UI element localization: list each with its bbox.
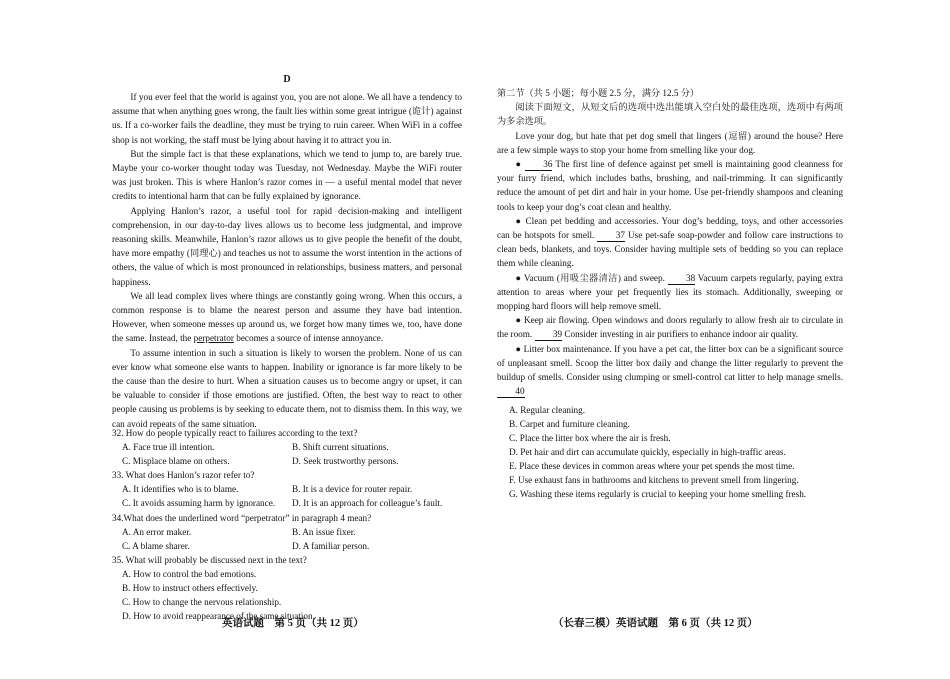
questions-32-34 [112, 426, 462, 623]
blank-38[interactable]: 38 [668, 273, 696, 285]
option-a: A. It identifies who is to blame. [122, 484, 239, 495]
option-f: F. Use exhaust fans in bathrooms and kitchens to prevent smell from lingering. [509, 475, 799, 485]
right-page [475, 0, 950, 679]
item-40: ● Litter box maintenance. If you have a pet cat, the litter box can be a significant source of unpleasant smell. Scoop the litter box daily and change the litter regularly to prevent the buildup of smells. Consider using clumping or smell-control cat litter to help manage smells. 40 [497, 343, 843, 397]
option-d: D. Seek trustworthy persons. [292, 456, 399, 467]
passage-paragraph-1: If you ever feel that the world is against you, you are not alone. We all have a tendency to assume that when anything goes wrong, the fault lies within some great intrigue (诡计) against us. If a co-worker fails the deadline, they must be trying to ruin career. When WiFi in a coffee shop is not working, the staff must be lying about having it to attract you in. [112, 92, 462, 145]
item-36: ● 36 The first line of defence against pet smell is maintaining good cleanness for your furry friend, which includes baths, brushing, and nail-trimming. It can significantly reduce the amount of pet dirt and hair in your home. Use pet-friendly shampoos and cleaning tools to keep your dog’s coat clean and healthy. [497, 159, 843, 212]
passage-d [112, 90, 462, 431]
section-letter: D [283, 74, 291, 85]
intro-paragraph: Love your dog, but hate that pet dog smell that lingers (逗留) around the house? Here are a few simple ways to stop your home from smelling like your dog. [497, 130, 843, 155]
passage-paragraph-2: But the simple fact is that these explanations, which we tend to jump to, are barely true. Maybe your co-worker thought today was Tuesday, not Wednesday. Maybe the WiFi router was just broken. This is where Hanlon’s razor comes in — a useful mental model that never credits to intentional harm that can be fully explained by ignorance. [112, 148, 462, 202]
question-32 [112, 426, 462, 468]
option-c: C. Place the litter box where the air is fresh. [509, 433, 671, 443]
underlined-word: perpetrator [193, 333, 234, 344]
page-footer-right: （长春三模）英语试题 第 6 页（共 12 页） [553, 618, 758, 629]
passage-paragraph-4: We all lead complex lives where things are constantly going wrong. When this occurs, a common response is to blame the nearest person and assume they have bad intention. However, when someone messes up around us, we forget how many times we, too, have done the same. Instead, the perpetrator becomes a source of intense annoyance. [112, 290, 462, 344]
question-35 [112, 553, 462, 623]
blank-40[interactable]: 40 [497, 386, 525, 398]
blank-37[interactable]: 37 [597, 230, 625, 242]
option-b: B. An issue fixer. [292, 526, 356, 537]
question-stem: 35. What will probably be discussed next in the text? [112, 554, 307, 565]
option-a: A. Regular cleaning. [509, 405, 586, 415]
answer-options [509, 403, 839, 501]
instructions: 阅读下面短文，从短文后的选项中选出能填入空白处的最佳选项，选项中有两项为多余选项。 [497, 102, 843, 127]
option-b: B. Shift current situations. [292, 442, 389, 453]
item-37: ● Clean pet bedding and accessories. Your dog’s bedding, toys, and other accessories can be hotspots for smell. 37 Use pet-safe soap-powder and follow care instructions to clean beds, blankets, and toys. Consider having multiple sets of bedding so you can replace them while cleaning. [497, 215, 844, 269]
option-a: A. How to control the bad emotions. [122, 568, 257, 579]
option-g: G. Washing these items regularly is crucial to keeping your home smelling fresh. [509, 489, 807, 499]
question-33 [112, 468, 462, 510]
option-d: D. It is an approach for colleague’s fault. [292, 498, 443, 509]
option-b: B. It is a device for router repair. [292, 484, 413, 495]
question-stem: 34.What does the underlined word “perpetrator” in paragraph 4 mean? [112, 512, 372, 523]
question-stem: 33. What does Hanlon’s razor refer to? [112, 470, 255, 481]
page-footer-left: 英语试题 第 5 页（共 12 页） [222, 618, 364, 629]
option-c: C. Misplace blame on others. [122, 456, 230, 467]
item-39: ● Keep air flowing. Open windows and doors regularly to allow fresh air to circulate in the room. 39 Consider investing in air purifiers to enhance indoor air quality. [497, 315, 843, 340]
passage-paragraph-5: To assume intention in such a situation is likely to worsen the problem. None of us can ever know what someone else wants to happen. Inability or ignorance is far more likely to be the cause than the desire to hurt. When a situation causes us to become angry or upset, it can be valuable to consider if those emotions are justified. Often, the best way to react to other people causing us problems is by seeking to educate them, not to dismiss them. In this way, we can avoid repeats of the same situation. [112, 347, 462, 429]
option-c: C. A blame sharer. [122, 540, 190, 551]
option-d: D. How to avoid reappearance of the same situation. [122, 611, 315, 622]
option-a: A. Face true ill intention. [122, 442, 215, 453]
section-header: 第二节（共 5 小题；每小题 2.5 分，满分 12.5 分） [497, 88, 700, 98]
option-d: D. Pet hair and dirt can accumulate quickly, especially in high-traffic areas. [509, 447, 786, 457]
option-d: D. A familiar person. [292, 540, 370, 551]
option-b: B. How to instruct others effectively. [122, 583, 258, 594]
question-stem: 32. How do people typically react to failures according to the text? [112, 428, 358, 438]
option-b: B. Carpet and furniture cleaning. [509, 419, 630, 429]
option-a: A. An error maker. [122, 526, 192, 537]
item-38: ● Vacuum (用吸尘器清洁) and sweep. 38 Vacuum carpets regularly, paying extra attention to areas where your pet frequently lies its stomach. Additionally, sweeping or mopping hard floors will help remove smell. [497, 272, 843, 312]
option-c: C. How to change the nervous relationship. [122, 597, 282, 608]
option-c: C. It avoids assuming harm by ignorance. [122, 498, 276, 509]
section-header-block [497, 86, 843, 398]
option-e: E. Place these devices in common areas where your pet spends the most time. [509, 461, 795, 471]
passage-paragraph-3: Applying Hanlon’s razor, a useful tool for rapid decision-making and intelligent comprehension, in our day-to-day lives allows us to become less judgmental, and improve reasoning skills. Meanwhile, Hanlon’s razor allows us to give people the benefit of the doubt, have more empathy (同理心) and teaches us not to assume the worst intention in the actions of others, the value of which is most pronounced in relationships, business matters, and personal happiness. [112, 205, 462, 287]
blank-39[interactable]: 39 [535, 329, 563, 341]
question-34 [112, 511, 462, 553]
blank-36[interactable]: 36 [525, 159, 553, 171]
